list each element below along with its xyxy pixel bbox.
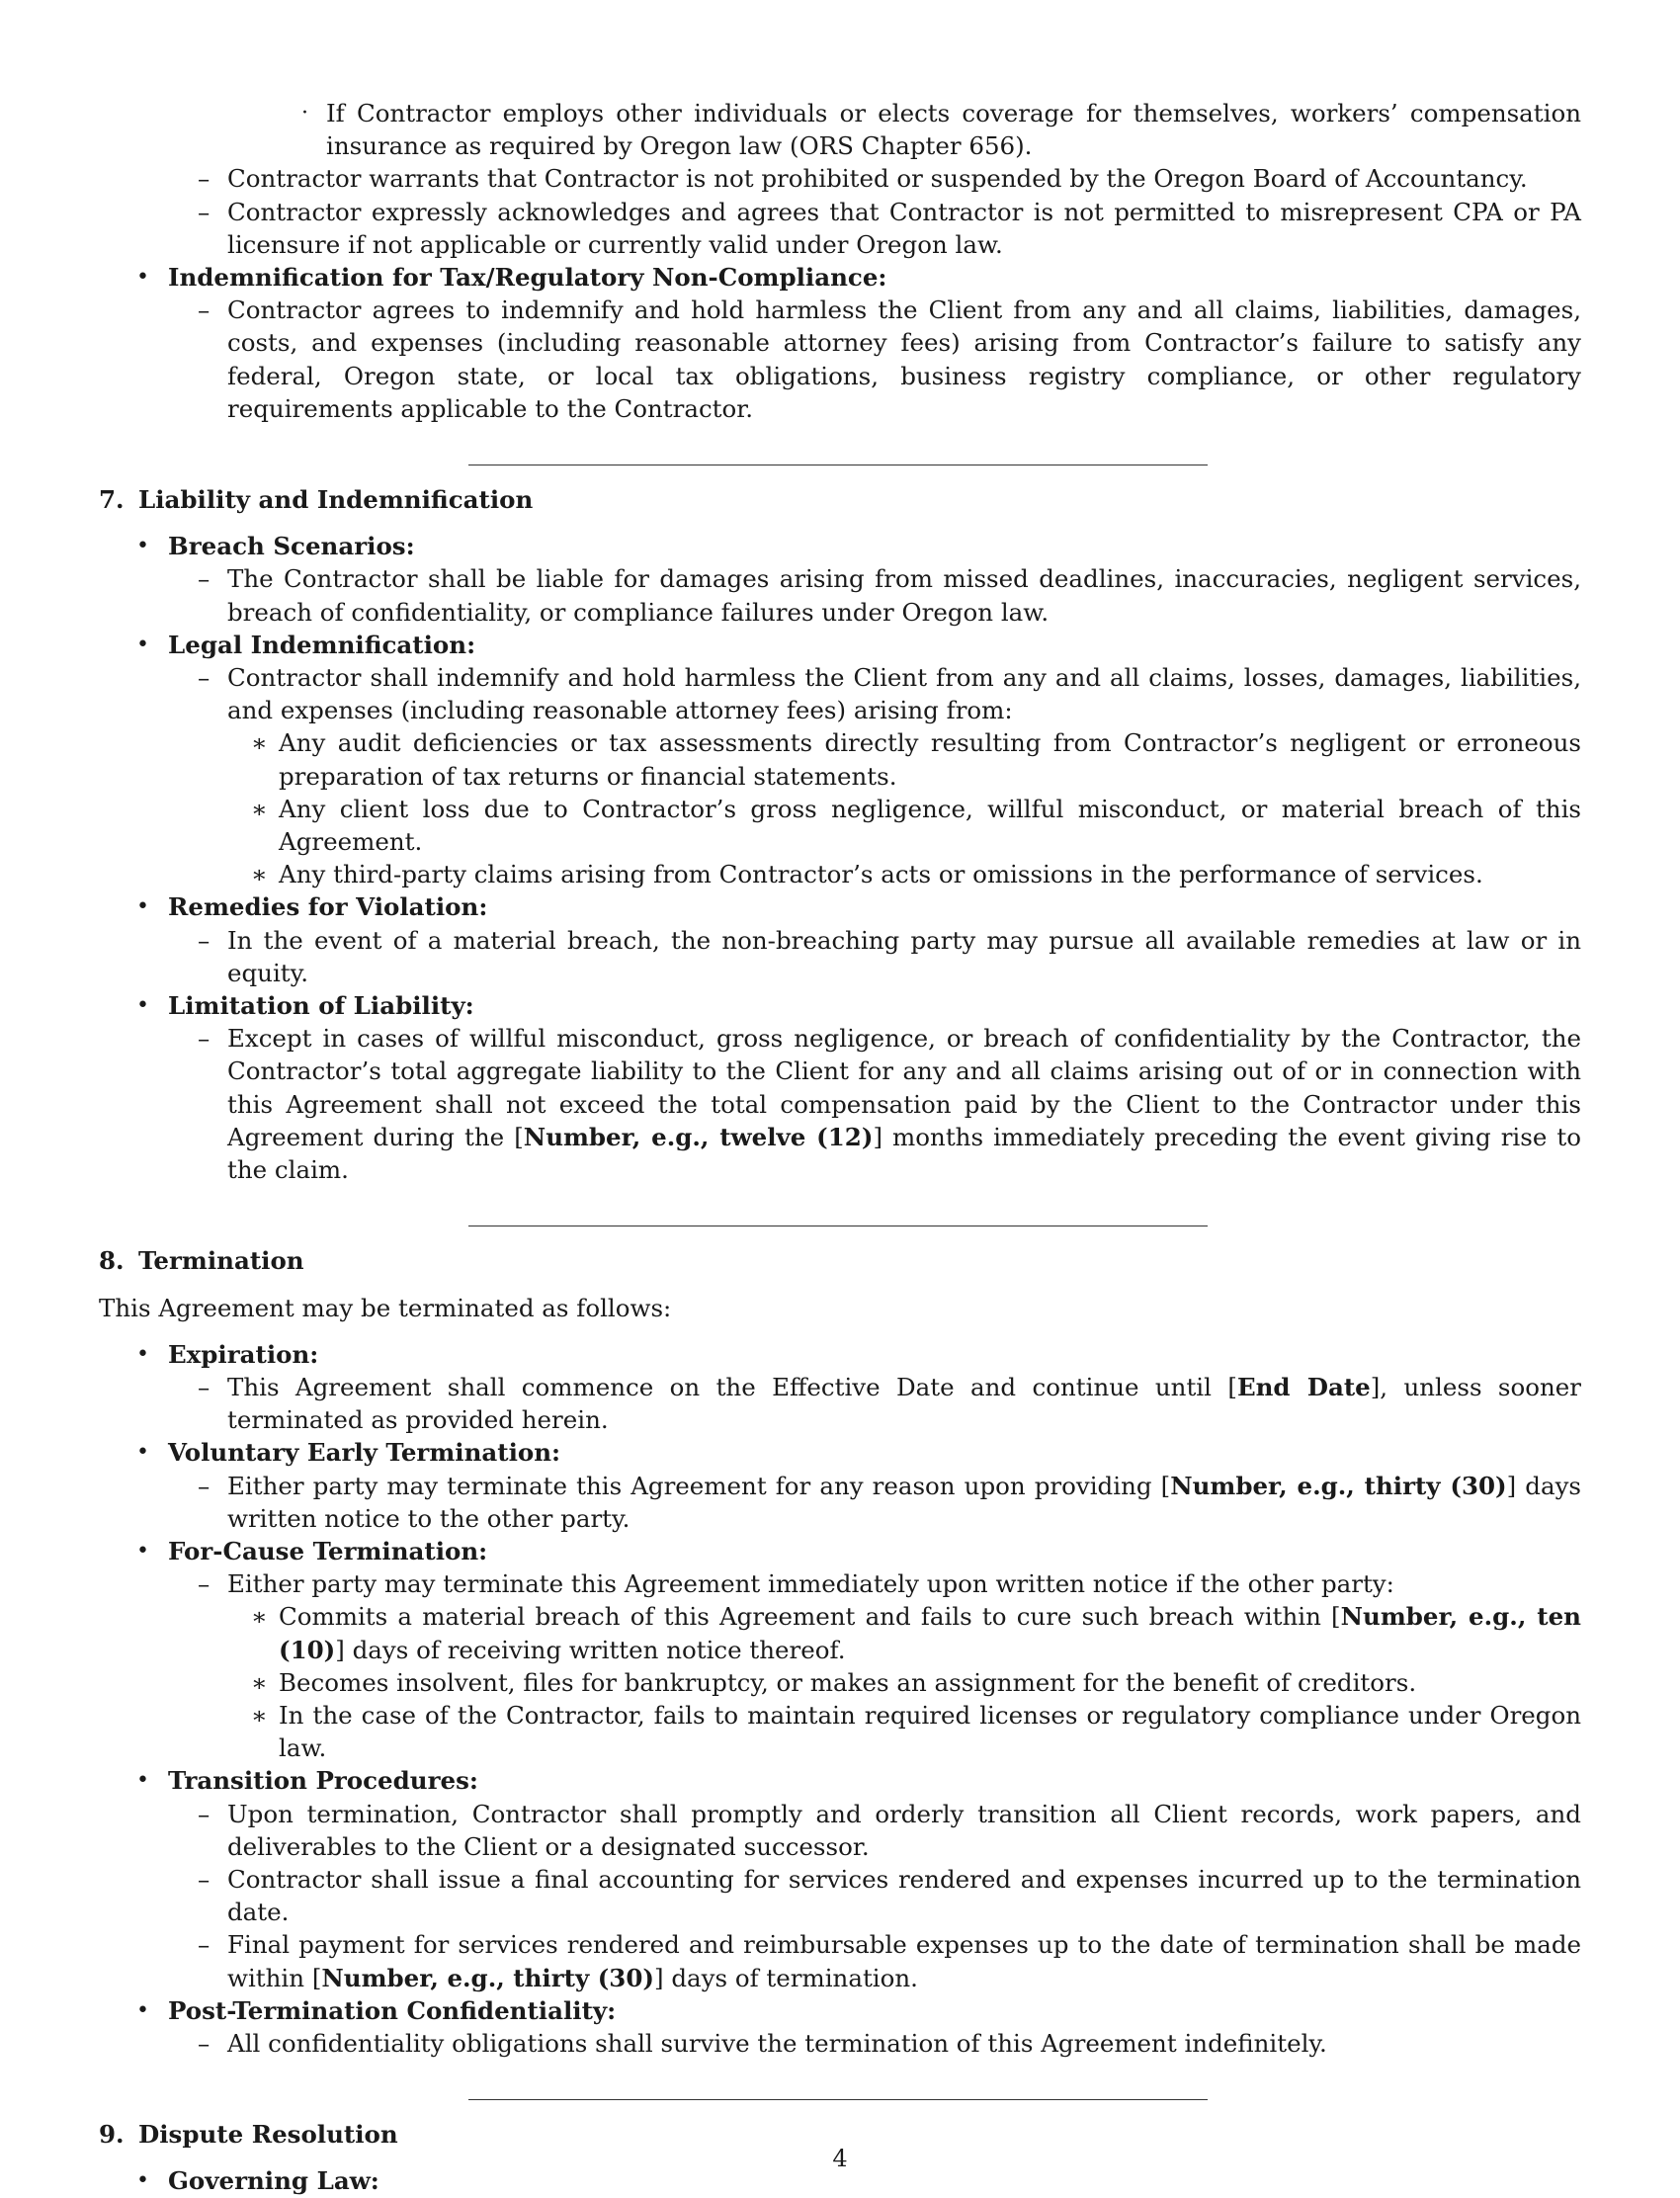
dash-marker: – (198, 2028, 210, 2058)
dash-marker: – (198, 1471, 210, 1500)
asterisk-marker: ∗ (251, 1667, 268, 1697)
text-segment: ] months immediately preceding the event giving rise to the claim. (227, 1122, 1581, 1185)
bullet-marker: • (136, 534, 149, 559)
dash-marker: – (198, 1864, 210, 1894)
list-item (136, 989, 1581, 1022)
placeholder-field: Number, e.g., thirty (30) (321, 1963, 654, 1992)
asterisk-marker: ∗ (251, 1700, 268, 1730)
section-number: 7. (99, 485, 125, 515)
bullet-marker: • (136, 632, 149, 657)
list-item (136, 1436, 1581, 1469)
list-item (136, 530, 1581, 562)
list-item-text: Contractor shall issue a final accounting for services rendered and expenses incurred up to the termination date. (227, 1864, 1581, 1927)
list-item (301, 97, 1581, 162)
dash-marker: – (198, 296, 210, 325)
list-item (198, 1928, 1581, 1993)
list-item (198, 1798, 1581, 1863)
bullet-marker: • (136, 1997, 149, 2023)
subsection-heading: Limitation of Liability: (168, 991, 474, 1021)
dash-marker: – (198, 1569, 210, 1599)
list-item-text: Contractor warrants that Contractor is not prohibited or suspended by the Oregon Board of Accountancy. (227, 164, 1528, 194)
list-item (251, 1600, 1581, 1665)
subsection-heading: Remedies for Violation: (168, 892, 488, 922)
list-item (198, 1371, 1581, 1436)
bullet-marker: • (136, 2168, 149, 2194)
dash-marker: – (198, 925, 210, 955)
list-item-text: Any third-party claims arising from Contractor’s acts or omissions in the performance of services. (279, 860, 1483, 889)
placeholder-field: Number, e.g., twelve (12) (523, 1122, 874, 1151)
bullet-marker: • (136, 894, 149, 920)
list-item (198, 1567, 1581, 1600)
list-item (198, 294, 1581, 425)
list-item-text (227, 1373, 1581, 1434)
list-item (251, 858, 1581, 890)
text-segment: ] days written notice to the other party. (227, 1471, 1582, 1533)
list-item (136, 890, 1581, 923)
section-number: 9. (99, 2120, 125, 2150)
section-divider (468, 2099, 1208, 2100)
list-item (198, 1470, 1582, 1535)
dash-marker: – (198, 1372, 210, 1401)
list-item-text: Becomes insolvent, files for bankruptcy, or makes an assignment for the benefit of creditors. (279, 1667, 1417, 1697)
asterisk-marker: ∗ (251, 860, 268, 889)
list-item-text (227, 1024, 1581, 1184)
section-heading (99, 1244, 1581, 1277)
subsection-heading: Expiration: (168, 1339, 319, 1369)
section-intro: This Agreement may be terminated as follows: (99, 1293, 672, 1322)
asterisk-marker: ∗ (251, 1602, 268, 1632)
placeholder-field: Number, e.g., thirty (30) (1170, 1471, 1507, 1500)
text-segment: Except in cases of willful misconduct, gross negligence, or breach of confidentiality by the Contractor, the Contractor’s total aggregate liability to the Client for any and all claims arising out of or in connection with this Agreement shall not exceed the total compensation paid by the Client to the Contractor under this Agreement during the [ (227, 1024, 1581, 1151)
subsection-heading: Indemnification for Tax/Regulatory Non-Compliance: (168, 263, 887, 293)
section-title: Liability and Indemnification (138, 485, 534, 515)
list-item-text: Any audit deficiencies or tax assessments directly resulting from Contractor’s negligent or erroneous preparation of tax returns or financial statements. (279, 728, 1581, 791)
bullet-marker: • (136, 1341, 149, 1367)
bullet-marker: • (136, 1538, 149, 1564)
list-item (198, 661, 1581, 726)
list-item-text: Any client loss due to Contractor’s gross negligence, willful misconduct, or material breach of this Agreement. (279, 794, 1581, 857)
list-item-text (227, 1472, 1581, 1533)
text-segment: ], unless sooner terminated as provided herein. (227, 1372, 1581, 1435)
asterisk-marker: ∗ (251, 728, 268, 758)
list-item-text: Upon termination, Contractor shall promptly and orderly transition all Client records, work papers, and deliverables to the Client or a designated successor. (227, 1799, 1581, 1861)
subsection-heading: Voluntary Early Termination: (168, 1438, 561, 1468)
section-number: 8. (99, 1246, 125, 1276)
placeholder-field: Number, e.g., ten (10) (279, 1602, 1581, 1664)
list-item (198, 1022, 1581, 1186)
bullet-marker: • (136, 993, 149, 1019)
list-item (136, 629, 1581, 661)
subsection-heading: For-Cause Termination: (168, 1536, 488, 1565)
list-item-text (227, 1930, 1581, 1991)
dash-marker: – (198, 564, 210, 594)
list-item-text: Contractor expressly acknowledges and agrees that Contractor is not permitted to misrepresent CPA or PA licensure if not applicable or currently valid under Oregon law. (227, 197, 1581, 259)
subsection-heading: Governing Law: (168, 2166, 379, 2196)
asterisk-marker: ∗ (251, 794, 268, 823)
list-item (198, 1863, 1581, 1928)
list-item (251, 793, 1581, 858)
list-item (198, 196, 1581, 261)
dash-marker: – (198, 1799, 210, 1828)
section-title: Dispute Resolution (138, 2120, 398, 2150)
list-item-text: In the case of the Contractor, fails to maintain required licenses or regulatory compliance under Oregon law. (279, 1700, 1581, 1763)
list-item-text (279, 1602, 1581, 1663)
dash-marker: – (198, 663, 210, 693)
list-item (251, 726, 1581, 792)
section-title: Termination (138, 1246, 304, 1276)
text-segment: Commits a material breach of this Agreement and fails to cure such breach within [ (279, 1602, 1341, 1632)
bullet-marker: • (136, 265, 149, 291)
text-segment: Final payment for services rendered and reimbursable expenses up to the date of termination shall be made within [ (227, 1930, 1581, 1992)
subsection-heading: Transition Procedures: (168, 1766, 478, 1796)
subsection-heading: Post-Termination Confidentiality: (168, 1995, 617, 2025)
list-item (251, 1699, 1581, 1764)
list-item (198, 2027, 1581, 2060)
list-item-text: Contractor agrees to indemnify and hold harmless the Client from any and all claims, liabilities, damages, costs, and expenses (including reasonable attorney fees) arising from Contractor’s failure to satisfy any federal, Oregon state, or local tax obligations, business registry compliance, or other regulatory requirements applicable to the Contractor. (227, 296, 1581, 423)
bullet-marker: • (136, 1440, 149, 1466)
list-item-text: Contractor shall indemnify and hold harmless the Client from any and all claims, losses, damages, liabilities, and expenses (including reasonable attorney fees) arising from: (227, 663, 1581, 725)
list-item (198, 562, 1581, 628)
section-heading (99, 483, 1581, 516)
list-item (136, 261, 1581, 294)
dash-marker: – (198, 197, 210, 226)
list-item-text: All confidentiality obligations shall survive the termination of this Agreement indefinitely. (227, 2028, 1327, 2058)
list-item-text: The Contractor shall be liable for damages arising from missed deadlines, inaccuracies, negligent services, breach of confidentiality, or compliance failures under Oregon law. (227, 564, 1581, 627)
list-item-text: If Contractor employs other individuals or elects coverage for themselves, workers’ compensation insurance as required by Oregon law (ORS Chapter 656). (326, 99, 1581, 161)
list-item (251, 1666, 1581, 1699)
list-item (136, 1535, 1581, 1567)
placeholder-field: End Date (1236, 1372, 1371, 1401)
dash-marker: – (198, 1930, 210, 1960)
list-item-text: In the event of a material breach, the non-breaching party may pursue all available remedies at law or in equity. (227, 925, 1581, 987)
bullet-marker: • (136, 1768, 149, 1794)
subsection-heading: Breach Scenarios: (168, 532, 415, 561)
list-item-text: Either party may terminate this Agreement immediately upon written notice if the other party: (227, 1569, 1394, 1599)
list-item (198, 924, 1581, 989)
list-item (136, 1338, 1581, 1371)
list-item (136, 1764, 1581, 1797)
dash-marker: – (198, 1024, 210, 1054)
subsection-heading: Legal Indemnification: (168, 630, 476, 659)
bullet-marker: · (301, 101, 308, 126)
text-segment: ] days of receiving written notice thereof. (335, 1635, 846, 1664)
list-item (136, 1994, 1581, 2027)
text-segment: This Agreement shall commence on the Effective Date and continue until [ (227, 1372, 1237, 1401)
text-segment: ] days of termination. (653, 1963, 918, 1992)
text-segment: Either party may terminate this Agreement for any reason upon providing [ (227, 1471, 1171, 1500)
dash-marker: – (198, 164, 210, 194)
list-item (198, 162, 1581, 195)
page-number: 4 (832, 2145, 848, 2172)
document-body (99, 97, 1581, 2198)
